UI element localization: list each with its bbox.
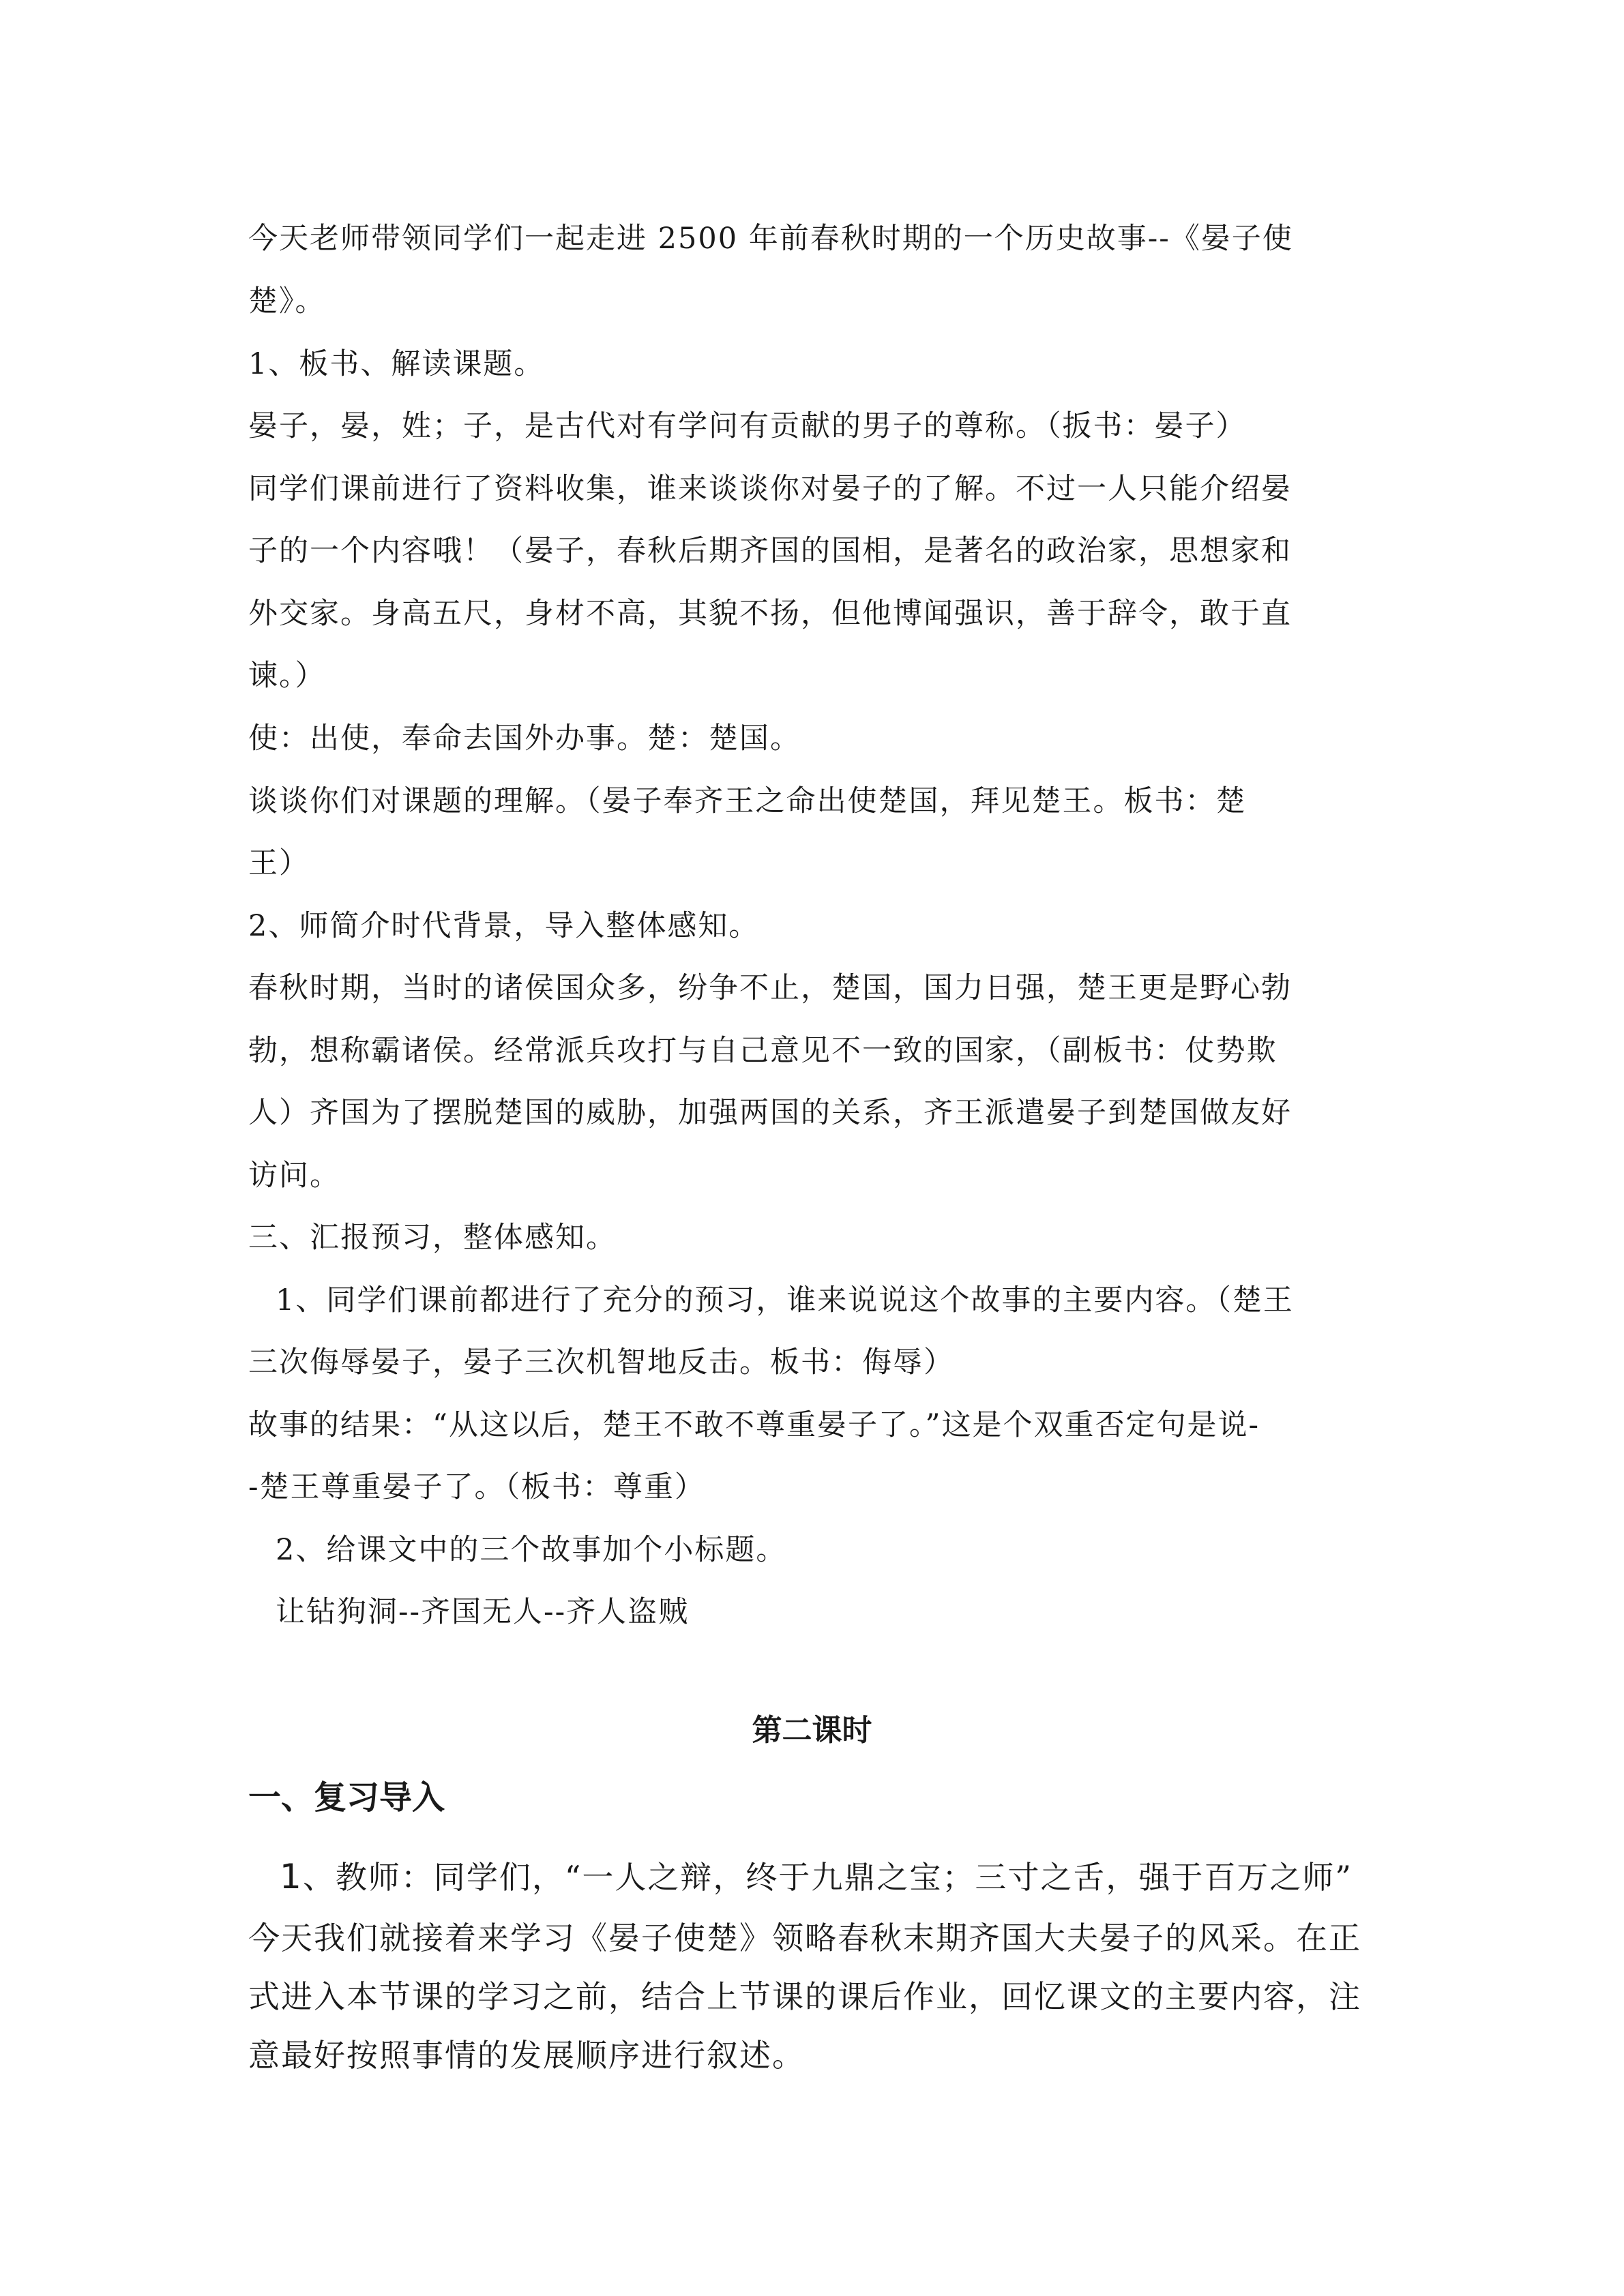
text-line: 谏。） [248, 659, 326, 693]
text-line: 今天我们就接着来学习《晏子使楚》领略春秋末期齐国大夫晏子的风采。在正 [248, 1920, 1361, 1956]
text-line: 2、师简介时代背景，导入整体感知。 [248, 909, 760, 943]
text-line: 故事的结果：“从这以后，楚王不敢不尊重晏子了。”这是个双重否定句是说- [248, 1408, 1260, 1442]
text-line: 式进入本节课的学习之前，结合上节课的课后作业，回忆课文的主要内容，注 [248, 1978, 1361, 2015]
section-heading: 三、汇报预习，整体感知。 [248, 1221, 617, 1255]
list-item [280, 1856, 1353, 1898]
section-heading: 一、复习导入 [248, 1778, 445, 1817]
item-number: 1 [280, 1857, 303, 1896]
text-line: 1、板书、解读课题。 [248, 347, 545, 381]
text-line: 晏子，晏，姓；子，是古代对有学问有贡献的男子的尊称。（扳书：晏子） [248, 409, 1247, 443]
text-line: 勃，想称霸诸侯。经常派兵攻打与自己意见不一致的国家，（副板书：仗势欺 [248, 1034, 1278, 1068]
text-line: 谈谈你们对课题的理解。（晏子奉齐王之命出使楚国，拜见楚王。板书：楚 [248, 784, 1247, 818]
text-line: 2、给课文中的三个故事加个小标题。 [276, 1533, 787, 1567]
text-line: 1、同学们课前都进行了充分的预习，谁来说说这个故事的主要内容。（楚王 [276, 1283, 1294, 1317]
item-text: 、教师：同学们，“一人之辩，终于九鼎之宝；三寸之舌，强于百万之师” [302, 1859, 1353, 1896]
text-line: 楚》。 [248, 284, 326, 318]
text-line: 子的一个内容哦！（晏子，春秋后期齐国的国相，是著名的政治家，思想家和 [248, 534, 1292, 568]
text-line: 人）齐国为了摆脱楚国的威胁，加强两国的关系，齐王派遣晏子到楚国做友好 [248, 1096, 1292, 1130]
text-line: -楚王尊重晏子了。（板书：尊重） [248, 1470, 706, 1504]
text-line: 王） [248, 846, 310, 880]
text-line: 同学们课前进行了资料收集，谁来谈谈你对晏子的了解。不过一人只能介绍晏 [248, 472, 1292, 506]
text-line: 让钻狗洞--齐国无人--齐人盗贼 [276, 1595, 690, 1629]
text-line: 使：出使，奉命去国外办事。楚：楚国。 [248, 721, 801, 756]
text-line: 今天老师带领同学们一起走进 2500 年前春秋时期的一个历史故事--《晏子使 [248, 222, 1293, 256]
text-line: 三次侮辱晏子，晏子三次机智地反击。板书：侮辱） [248, 1345, 954, 1380]
text-line: 外交家。身高五尺，身材不高，其貌不扬，但他博闻强识，善于辞令，敢于直 [248, 597, 1292, 631]
lesson-title: 第二课时 [752, 1713, 872, 1748]
text-line: 访问。 [248, 1159, 340, 1193]
text-line: 意最好按照事情的发展顺序进行叙述。 [248, 2037, 805, 2074]
text-line: 春秋时期，当时的诸侯国众多，纷争不止，楚国，国力日强，楚王更是野心勃 [248, 971, 1292, 1005]
